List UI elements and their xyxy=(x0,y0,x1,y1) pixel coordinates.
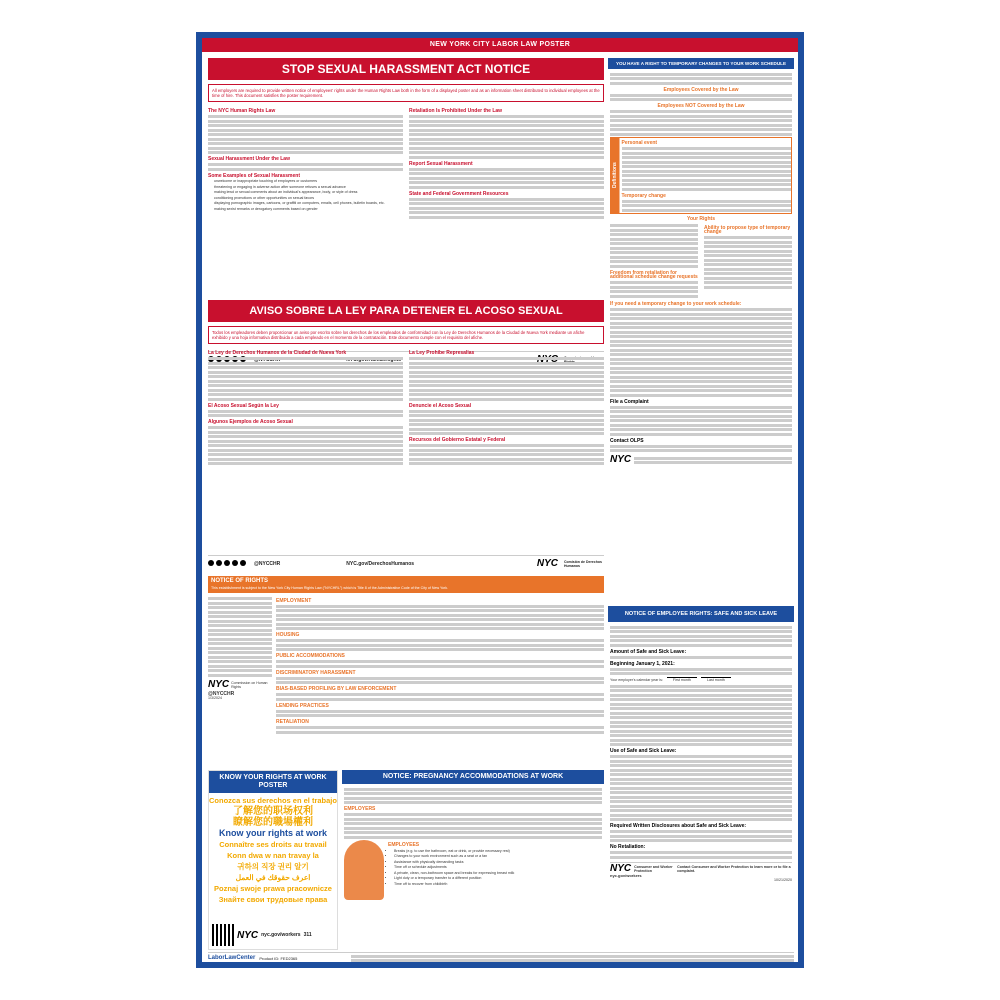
notice-rights-title: NOTICE OF RIGHTS xyxy=(208,576,604,586)
notice-rights-side xyxy=(208,596,272,736)
twitter-handle: @NYCCHR xyxy=(208,690,235,697)
list-item: • Time off to recover from childbirth xyxy=(394,882,602,887)
heading-report: Report Sexual Harassment xyxy=(409,160,473,167)
text-block xyxy=(208,115,403,154)
lang-line: Know your rights at work xyxy=(218,828,327,838)
heading-request-change: If you need a temporary change to your work schedule: xyxy=(610,301,742,307)
nyc-logo: NYC xyxy=(610,454,632,465)
heading-examples: Some Examples of Sexual Harassment xyxy=(208,172,300,179)
section-public-accommodations: PUBLIC ACCOMMODATIONS xyxy=(276,653,345,659)
harassment-intro-es: Todos los empleadores deben proporcionar un aviso por escrito sobre los derechos de los empleados de conformidad con la Ley de Derechos Humanos de la Ciudad de Nueva York mediante un afiche exhibido y una hoja informativa distribuida a cada empleado en el momento de la contratación. Este documento cumple con el requisito del afiche. xyxy=(208,326,604,344)
heading-use: Use of Safe and Sick Leave: xyxy=(610,748,677,754)
text-block xyxy=(208,357,403,401)
pregnant-figure-icon xyxy=(344,840,384,900)
harassment-title-en: STOP SEXUAL HARASSMENT ACT NOTICE xyxy=(208,58,604,80)
section-employment: EMPLOYMENT xyxy=(276,597,312,604)
nyc-logo: NYC xyxy=(208,678,230,690)
language-list xyxy=(209,795,337,905)
harassment-title-es: AVISO SOBRE LA LEY PARA DETENER EL ACOSO SEXUAL xyxy=(208,300,604,322)
know-your-rights xyxy=(208,770,338,950)
heading-not-covered: Employees NOT Covered by the Law xyxy=(657,103,745,109)
agency-name: Commission on Human Rights xyxy=(231,680,268,689)
list-item: • displaying pornographic images, cartoons, or graffiti on computers, emails, cell phones, bulletin boards, etc. xyxy=(214,201,403,206)
heading-personal-event: Personal event xyxy=(621,140,658,146)
workers-site: nyc.gov/workers xyxy=(261,932,301,938)
list-item: • conditioning promotions or other opportunities on sexual favors xyxy=(214,196,403,201)
definitions-label: Definitions xyxy=(611,138,620,213)
heading-state-federal: State and Federal Government Resources xyxy=(409,190,509,197)
text-block xyxy=(409,410,604,436)
text-block xyxy=(208,410,403,418)
list-item: • Assistance with physically demanding tasks xyxy=(394,860,602,865)
first-month-field: First month xyxy=(667,677,697,683)
list-item: • Breaks (e.g. to use the bathroom, eat or drink, or provide necessary rest) xyxy=(394,849,602,854)
text-block xyxy=(409,115,604,159)
lang-line: 귀하의 직장 권리 알기 xyxy=(237,862,309,871)
list-item: • Changes to your work environment such as a seat or a fan xyxy=(394,854,602,859)
text-block xyxy=(409,444,604,465)
cwp-agency: Consumer and Worker Protection xyxy=(634,864,673,873)
social-icons xyxy=(208,560,248,568)
lang-line: Poznaj swoje prawa pracownicze xyxy=(214,884,332,893)
pregnancy-title: NOTICE: PREGNANCY ACCOMMODATIONS AT WORK xyxy=(342,770,604,784)
poster-title-bar: NEW YORK CITY LABOR LAW POSTER xyxy=(202,38,798,52)
nyc-logo: NYC xyxy=(237,929,259,941)
harassment-notice-es xyxy=(208,300,604,572)
twitter-handle: @NYCCHR xyxy=(254,560,281,567)
section-retaliation: RETALIATION xyxy=(276,719,309,725)
harassment-footer-es xyxy=(208,555,604,569)
heading-nyc-hr-law-es: La Ley de Derechos Humanos de la Ciudad de Nueva York xyxy=(208,350,347,356)
heading-freedom: Freedom from retaliation for additional schedule change requests xyxy=(610,269,698,280)
section-housing: HOUSING xyxy=(276,632,300,638)
phone-311: 311 xyxy=(303,932,312,938)
labor-law-center-logo: LaborLawCenter xyxy=(208,955,256,962)
heading-temp-change: Temporary change xyxy=(621,192,666,199)
calendar-label: Your employer's calendar year is: xyxy=(610,678,663,682)
heading-retaliation-es: La Ley Prohibe Represalias xyxy=(409,350,475,356)
heading-employers: EMPLOYERS xyxy=(344,806,376,812)
text-block xyxy=(208,426,403,465)
text-block xyxy=(409,357,604,401)
lang-line: 瞭解您的職場權利 xyxy=(233,817,313,828)
qr-code-icon xyxy=(212,924,234,946)
schedule-title: YOU HAVE A RIGHT TO TEMPORARY CHANGES TO YOUR WORK SCHEDULE xyxy=(608,58,794,69)
section-bias-profiling: BIAS-BASED PROFILING BY LAW ENFORCEMENT xyxy=(276,686,397,692)
nyc-logo: NYC xyxy=(536,558,558,569)
contact-cwp: Contact Consumer and Worker Protection to learn more or to file a complaint. xyxy=(677,864,791,873)
heading-retaliation: Retaliation Is Prohibited Under the Law xyxy=(409,108,503,114)
notice-of-rights xyxy=(208,576,604,766)
lang-line: Konn dwa w nan travay la xyxy=(227,851,319,860)
text-block xyxy=(409,168,604,189)
cwp-site: nyc.gov/workers xyxy=(610,872,642,878)
list-item: • Time off or schedule adjustments xyxy=(394,865,602,870)
heading-covered: Employees Covered by the Law xyxy=(663,86,739,93)
list-item: • making lewd or sexual comments about an individual's appearance, body, or style of dress xyxy=(214,190,403,195)
examples-list xyxy=(208,179,403,211)
heading-sh-under-law: Sexual Harassment Under the Law xyxy=(208,156,290,162)
heading-employees: EMPLOYEES xyxy=(388,842,420,848)
heading-contact-olps: Contact OLPS xyxy=(610,437,644,444)
schedule-change-notice xyxy=(608,58,794,603)
heading-ability: Ability to propose type of temporary change xyxy=(704,224,791,235)
lang-line: Conozca sus derechos en el trabajo xyxy=(209,796,337,805)
heading-amount: Amount of Safe and Sick Leave: xyxy=(610,648,687,655)
heading-written-disclosures: Required Written Disclosures about Safe and Sick Leave: xyxy=(610,823,747,829)
know-rights-title: KNOW YOUR RIGHTS AT WORK POSTER xyxy=(209,771,337,793)
product-id: Product ID: FED2365 xyxy=(259,955,298,961)
labor-law-poster xyxy=(196,32,804,968)
section-lending: LENDING PRACTICES xyxy=(276,702,329,709)
heading-examples-es: Algunos Ejemplos de Acoso Sexual xyxy=(208,419,293,425)
safe-sick-leave-notice xyxy=(608,606,794,950)
poster-footer xyxy=(208,952,794,968)
list-item: • unwelcome or inappropriate touching of employees or customers xyxy=(214,179,403,184)
notice-rights-subtitle: This establishment is subject to the New York City Human Rights Law ("NYCHRL") which is Title 8 of the Administrative Code of the City of New York. xyxy=(208,586,604,593)
safe-sick-title: NOTICE OF EMPLOYEE RIGHTS: SAFE AND SICK LEAVE xyxy=(608,606,794,622)
heading-your-rights: Your Rights xyxy=(687,216,715,222)
list-item: • threatening or engaging in adverse action after someone refuses a sexual advance xyxy=(214,185,403,190)
heading-no-retaliation: No Retaliation: xyxy=(610,844,646,850)
nyc-logo: NYC xyxy=(610,862,632,874)
lang-line: اعرف حقوقك في العمل xyxy=(235,873,311,882)
notice-date: 1/3/2024 xyxy=(208,696,222,700)
pregnancy-accommodations xyxy=(342,770,604,950)
harassment-intro-en: All employers are required to provide written notice of employees' rights under the Human Rights Law both in the form of a displayed poster and as an information sheet distributed to individual employees at the time of hire. This document satisfies the poster requirement. xyxy=(208,84,604,102)
safe-sick-date: 10/21/2020 xyxy=(774,878,792,882)
lang-line: Знайте свои трудовые права xyxy=(218,895,328,904)
agency-name-es: Comisión de Derechos Humanos xyxy=(564,559,602,568)
list-item: • Light duty or a temporary transfer to a different position xyxy=(394,876,602,881)
website-es: NYC.gov/DerechosHumanos xyxy=(346,560,415,567)
text-block xyxy=(208,163,403,171)
list-item: • making sexist remarks or derogatory comments based on gender xyxy=(214,207,403,212)
list-item: • A private, clean, non-bathroom space and breaks for expressing breast milk xyxy=(394,871,602,876)
heading-nyc-hr-law: The NYC Human Rights Law xyxy=(208,108,276,114)
heading-state-es: Recursos del Gobierno Estatal y Federal xyxy=(409,437,506,443)
lang-line: Connaître ses droits au travail xyxy=(219,840,327,849)
text-block xyxy=(409,198,604,219)
heading-beginning: Beginning January 1, 2021: xyxy=(610,660,675,667)
heading-report-es: Denuncie el Acoso Sexual xyxy=(409,402,472,409)
lang-line: 了解您的职场权利 xyxy=(233,806,313,817)
notice-rights-sections xyxy=(276,596,604,736)
heading-file-complaint: File a Complaint xyxy=(610,398,649,405)
section-discriminatory-harassment: DISCRIMINATORY HARASSMENT xyxy=(276,669,356,676)
accommodations-list xyxy=(388,849,602,887)
last-month-field: Last month xyxy=(701,677,731,683)
heading-sh-es: El Acoso Sexual Según la Ley xyxy=(208,402,279,409)
